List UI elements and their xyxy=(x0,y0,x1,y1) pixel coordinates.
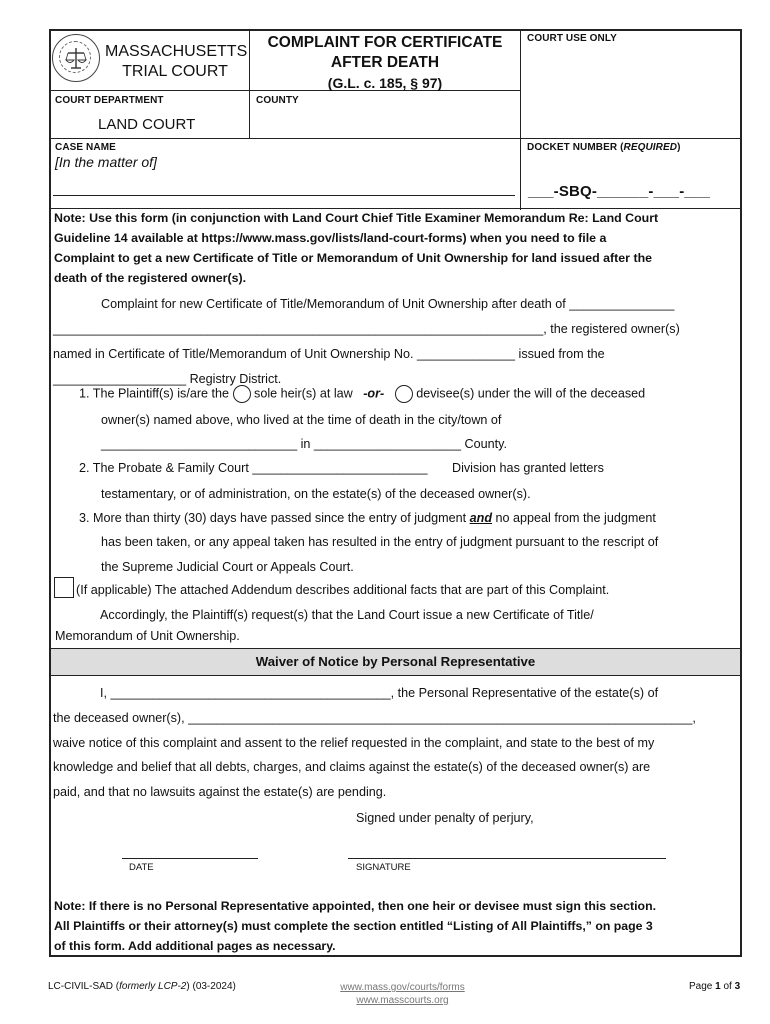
item-3: 3. More than thirty (30) days have passed since the entry of judgment and no appeal from the judgment xyxy=(79,511,656,525)
item-2-line-2: testamentary, or of administration, on the estate(s) of the deceased owner(s). xyxy=(101,487,531,501)
waiver-line-4: knowledge and belief that all debts, charges, and claims against the estate(s) of the deceased owner(s) are xyxy=(53,760,651,774)
complaint-line-4: ___________________ Registry District. xyxy=(53,372,282,386)
item-2: 2. The Probate & Family Court _________________________ Division has granted letters xyxy=(79,461,604,475)
date-line[interactable] xyxy=(122,858,258,859)
header-divider-left xyxy=(249,31,250,139)
court-use-only-label: COURT USE ONLY xyxy=(527,33,617,44)
docket-number-label: DOCKET NUMBER (REQUIRED) xyxy=(527,142,681,153)
addendum-checkbox[interactable] xyxy=(54,577,74,598)
devisee-radio[interactable] xyxy=(395,385,413,403)
case-name-underline xyxy=(53,195,515,196)
date-label: DATE xyxy=(129,862,154,873)
masscourts-link[interactable]: www.masscourts.org xyxy=(356,995,449,1006)
header-rule-case xyxy=(51,138,740,139)
intro-note: Note: Use this form (in conjunction with Land Court Chief Title Examiner Memorandum Re: Land Court Guideline 14 available at https://www.mass.gov/lists/land-court-forms) when you need to file a Complaint to get a new Certificate of Title or Memorandum of Unit Ownership for land issued after the death of the registered owner(s). xyxy=(54,211,659,285)
item-3-line-3: the Supreme Judicial Court or Appeals Court. xyxy=(101,560,354,574)
sole-heir-radio[interactable] xyxy=(233,385,251,403)
header-divider-right xyxy=(520,31,521,210)
county-label: COUNTY xyxy=(256,95,299,106)
trial-court-seal xyxy=(52,34,100,82)
form-title: COMPLAINT FOR CERTIFICATE AFTER DEATH (G.L. c. 185, § 97) xyxy=(267,34,503,91)
footer-links xyxy=(330,981,475,1007)
waiver-line-3: waive notice of this complaint and assent to the relief requested in the complaint, and state to the best of my xyxy=(53,736,655,750)
form-id: LC-CIVIL-SAD (formerly LCP-2) (03-2024) xyxy=(48,981,236,992)
item-1-line-2: owner(s) named above, who lived at the time of death in the city/town of xyxy=(101,413,502,427)
waiver-line-1: I, ________________________________________, the Personal Representative of the estate(s) of xyxy=(100,686,659,700)
waiver-line-5: paid, and that no lawsuits against the estate(s) are pending. xyxy=(53,785,387,799)
complaint-line-2: ______________________________________________________________________, the registered owner(s) xyxy=(53,322,680,336)
page-number: Page 1 of 3 xyxy=(689,981,741,992)
complaint-line-3: named in Certificate of Title/Memorandum of Unit Ownership No. ______________ issued from the xyxy=(53,347,605,361)
signature-label: SIGNATURE xyxy=(356,862,411,873)
court-department-value[interactable]: LAND COURT xyxy=(98,116,196,133)
addendum-text: (If applicable) The attached Addendum describes additional facts that are part of this Complaint. xyxy=(76,583,610,597)
item-3-line-2: has been taken, or any appeal taken has resulted in the entry of judgment pursuant to the rescript of xyxy=(101,535,659,549)
court-department-label: COURT DEPARTMENT xyxy=(55,95,164,106)
item-1-line-3: ____________________________ in _____________________ County. xyxy=(101,437,507,451)
waiver-line-2: the deceased owner(s), ________________________________________________________________________, xyxy=(53,711,696,725)
docket-number-field[interactable]: ___-SBQ-______-___-___ xyxy=(528,183,711,200)
signed-under-penalty: Signed under penalty of perjury, xyxy=(356,811,534,825)
waiver-section-header: Waiver of Notice by Personal Representative xyxy=(51,648,740,676)
agency-name: MASSACHUSETTS TRIAL COURT xyxy=(105,43,248,80)
complaint-line-1: Complaint for new Certificate of Title/Memorandum of Unit Ownership after death of _______________ xyxy=(101,297,675,311)
bottom-note: Note: If there is no Personal Representative appointed, then one heir or devisee must sign this section. All Plaintiffs or their attorney(s) must complete the section entitled “Listing of All Plaintiffs,” on page 3 of this form. Add additional pages as necessary. xyxy=(54,899,656,953)
signature-line[interactable] xyxy=(348,858,666,859)
item-1: 1. The Plaintiff(s) is/are the sole heir(s) at law -or- devisee(s) under the will of the deceased xyxy=(79,385,645,403)
request-line-1: Accordingly, the Plaintiff(s) request(s) that the Land Court issue a new Certificate of Title/ xyxy=(100,608,594,622)
request-line-2: Memorandum of Unit Ownership. xyxy=(55,629,240,643)
case-name-label: CASE NAME xyxy=(55,142,116,153)
county-field[interactable] xyxy=(252,108,518,136)
forms-link[interactable]: www.mass.gov/courts/forms xyxy=(340,982,465,993)
case-name-value[interactable]: [In the matter of] xyxy=(55,154,157,170)
